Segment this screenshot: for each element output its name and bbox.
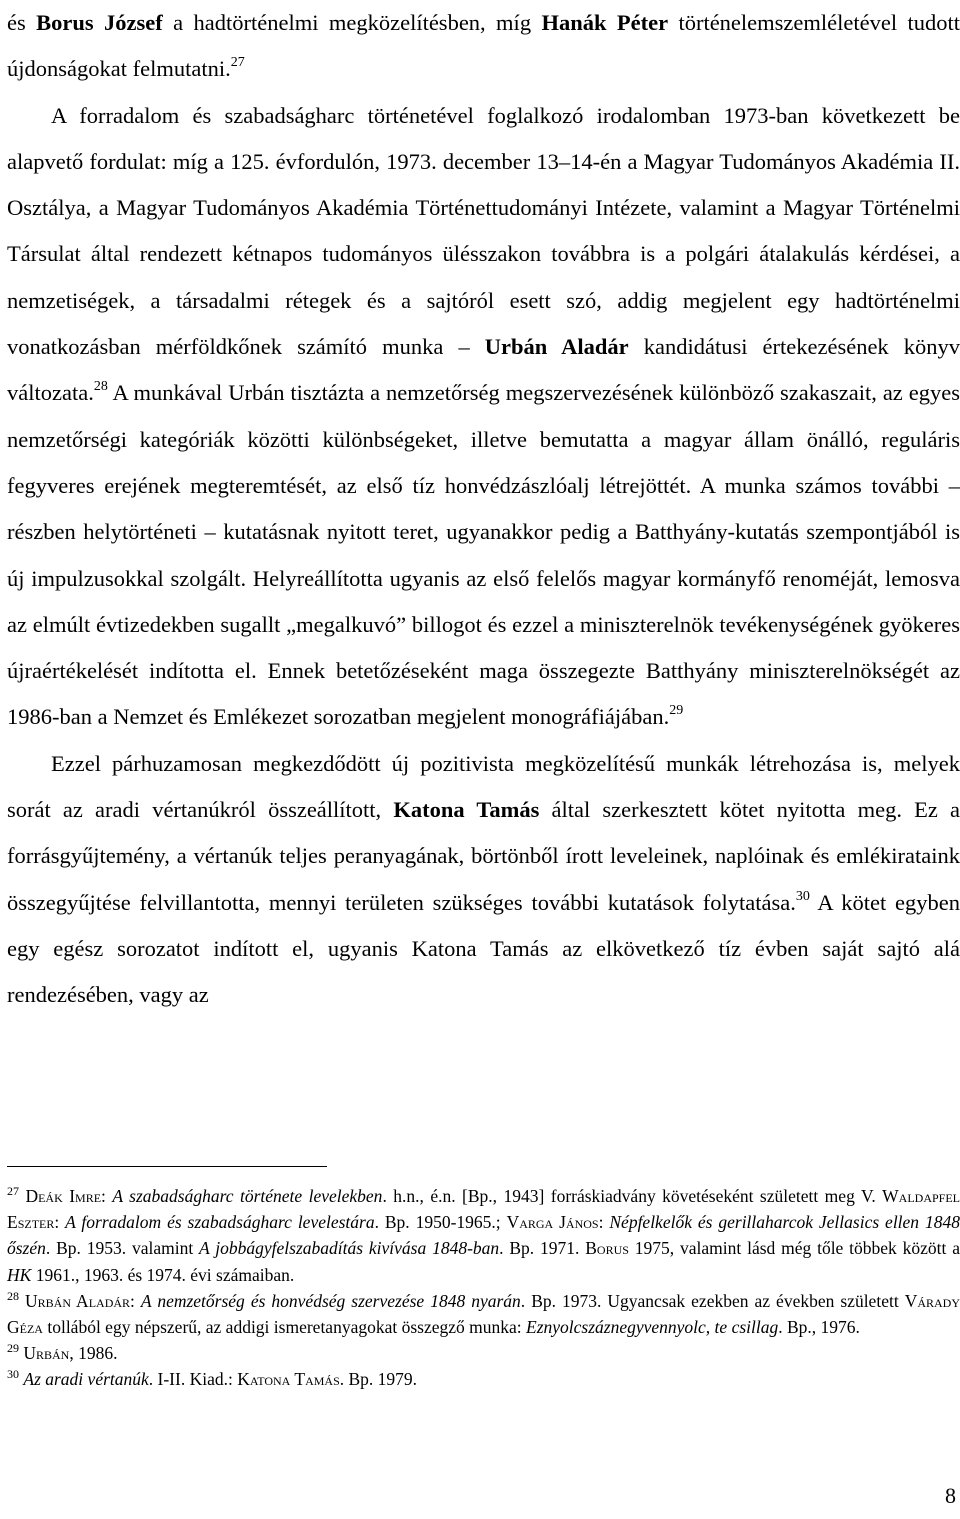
footnote-27 bbox=[7, 1183, 960, 1288]
footnote-number: 29 bbox=[7, 1341, 19, 1356]
text-run: . Bp. 1979. bbox=[339, 1369, 418, 1390]
text-run: : bbox=[54, 1212, 66, 1233]
footnote-number: 27 bbox=[7, 1184, 19, 1198]
author-name: Katona Tamás bbox=[237, 1369, 340, 1390]
paragraph-2 bbox=[7, 93, 960, 741]
text-run: . Bp., 1976. bbox=[778, 1317, 860, 1338]
text-run: : bbox=[598, 1212, 610, 1233]
text-run: . Bp. 1950-1965.; bbox=[374, 1212, 507, 1233]
text-run: a hadtörténelmi megközelítésben, míg bbox=[162, 10, 542, 35]
text-run: történelemszemléletével tudott újdonságokat felmutatni. bbox=[7, 10, 960, 82]
author-name: Várady Géza bbox=[7, 1290, 960, 1338]
text-run: . h.n., é.n. [Bp., 1943] forráskiadvány követéseként született meg V. bbox=[382, 1186, 883, 1206]
book-title: A jobbágyfelszabadítás kivívása 1848-ban bbox=[199, 1238, 500, 1259]
book-title: A szabadságharc története levelekben bbox=[112, 1186, 383, 1206]
journal-abbrev: HK bbox=[7, 1264, 32, 1285]
text-run: , 1986. bbox=[69, 1343, 118, 1364]
text-run: : bbox=[130, 1290, 141, 1311]
footnote-number: 28 bbox=[7, 1288, 19, 1303]
author-name: Urbán bbox=[23, 1343, 70, 1364]
book-title: Az aradi vértanúk bbox=[23, 1369, 149, 1390]
author-name: Urbán Aladár bbox=[25, 1290, 131, 1311]
footnote-28 bbox=[7, 1288, 960, 1340]
main-text bbox=[7, 0, 960, 1019]
text-run: Ezzel párhuzamosan megkezdődött új pozitivista megközelítésű munkák létrehozása is, melyek sorát az aradi vértanúkról összeállított, bbox=[7, 750, 960, 823]
footnote-ref[interactable]: 28 bbox=[93, 379, 108, 395]
book-title: A nemzetőrség és honvédség szervezése 1848 nyarán bbox=[140, 1290, 521, 1311]
text-run: 1975, valamint lásd még tőle többek között a bbox=[628, 1238, 960, 1259]
text-run: . Bp. 1973. Ugyancsak ezekben az években született bbox=[520, 1290, 905, 1311]
footnote-29 bbox=[7, 1340, 960, 1366]
author-name: Katona Tamás bbox=[393, 797, 540, 823]
text-run: . I-II. Kiad.: bbox=[148, 1369, 238, 1390]
book-title: Eznyolcszáznegyvennyolc, te csillag bbox=[526, 1317, 779, 1338]
text-run: A forradalom és szabadságharc történetével foglalkozó irodalomban 1973-ban következett be alapvető fordulat: míg a 125. évfordulón, 1973. december 13–14-én a Magyar Tudományos Akadémia II. Osztálya, a Magyar Tudományos Akadémia Történettudományi Intézete, valamint a Magyar Történelmi Társulat által rendezett kétnapos tudományos ülésszakon továbbra is a polgári átalakulás kérdései, a nemzetiségek, a társadalmi rétegek és a sajtóról esett szó, addig megjelent egy hadtörténelmi vonatkozásban mérföldkőnek számító munka – bbox=[7, 102, 960, 360]
footnote-ref[interactable]: 29 bbox=[669, 703, 684, 719]
footnotes bbox=[7, 1183, 960, 1393]
text-run: 1961., 1963. és 1974. évi számaiban. bbox=[31, 1264, 295, 1285]
text-run: : bbox=[101, 1186, 113, 1206]
book-title: Népfelkelők és gerillaharcok Jellasics ellen 1848 őszén bbox=[7, 1212, 960, 1259]
page-number: 8 bbox=[945, 1483, 956, 1508]
author-name: Borus bbox=[585, 1238, 629, 1259]
author-name: Borus József bbox=[36, 10, 163, 35]
text-run: . Bp. 1953. valamint bbox=[45, 1238, 200, 1259]
text-run: A kötet egyben egy egész sorozatot indított el, ugyanis Katona Tamás az elkövetkező tíz évben saját sajtó alá rendezésében, vagy az bbox=[7, 889, 960, 1008]
footnote-separator bbox=[7, 1166, 327, 1167]
document-page bbox=[7, 0, 960, 1390]
author-name: Urbán Aladár bbox=[484, 334, 629, 360]
text-run: A munkával Urbán tisztázta a nemzetőrség megszervezésének különböző szakaszait, az egyes nemzetőrségi kategóriák közötti különbségeket, illetve bemutatta a magyar állam önálló, reguláris fegyveres erejének megteremtését, az első tíz honvédzászlóalj létrejöttét. A munka számos további – részben helytörténeti – kutatásnak nyitott teret, ugyanakkor pedig a Batthyány-kutatás szempontjából is új impulzusokkal szolgált. Helyreállította ugyanis az első felelős magyar kormányfő renoméját, lemosva az elmúlt évtizedekben sugallt „megalkuvó” billogot és ezzel a miniszterelnök tevékenységének gyökeres újraértékelését indította el. Ennek betetőzéseként maga összegezte Batthyány miniszterelnökségét az 1986-ban a Nemzet és Emlékezet sorozatban megjelent monográfiájában. bbox=[7, 380, 960, 730]
footnote-number: 30 bbox=[7, 1367, 19, 1382]
text-run: és bbox=[7, 10, 37, 35]
text-run: kandidátusi értekezésének könyv változata. bbox=[7, 334, 960, 406]
author-name: Deák Imre bbox=[25, 1186, 102, 1206]
footnote-30 bbox=[7, 1366, 960, 1392]
author-name: Varga János bbox=[506, 1212, 599, 1233]
paragraph-3 bbox=[7, 741, 960, 1019]
book-title: A forradalom és szabadságharc levelestára bbox=[65, 1212, 375, 1233]
paragraph-1 bbox=[7, 0, 960, 93]
text-run: által szerkesztett kötet nyitotta meg. Ez a forrásgyűjtemény, a vértanúk teljes peranyagának, börtönből írott leveleinek, naplóinak és emlékirataink összegyűjtése felvillantotta, mennyi területen szükséges további kutatások folytatása. bbox=[7, 797, 960, 915]
footnote-ref[interactable]: 30 bbox=[795, 888, 810, 904]
author-name: Hanák Péter bbox=[541, 10, 669, 35]
text-run: tollából egy népszerű, az addigi ismeretanyagokat összegző munka: bbox=[42, 1317, 527, 1338]
author-name: Waldapfel Eszter bbox=[7, 1186, 960, 1233]
text-run: . Bp. 1971. bbox=[499, 1238, 586, 1259]
footnote-ref[interactable]: 27 bbox=[230, 55, 245, 71]
